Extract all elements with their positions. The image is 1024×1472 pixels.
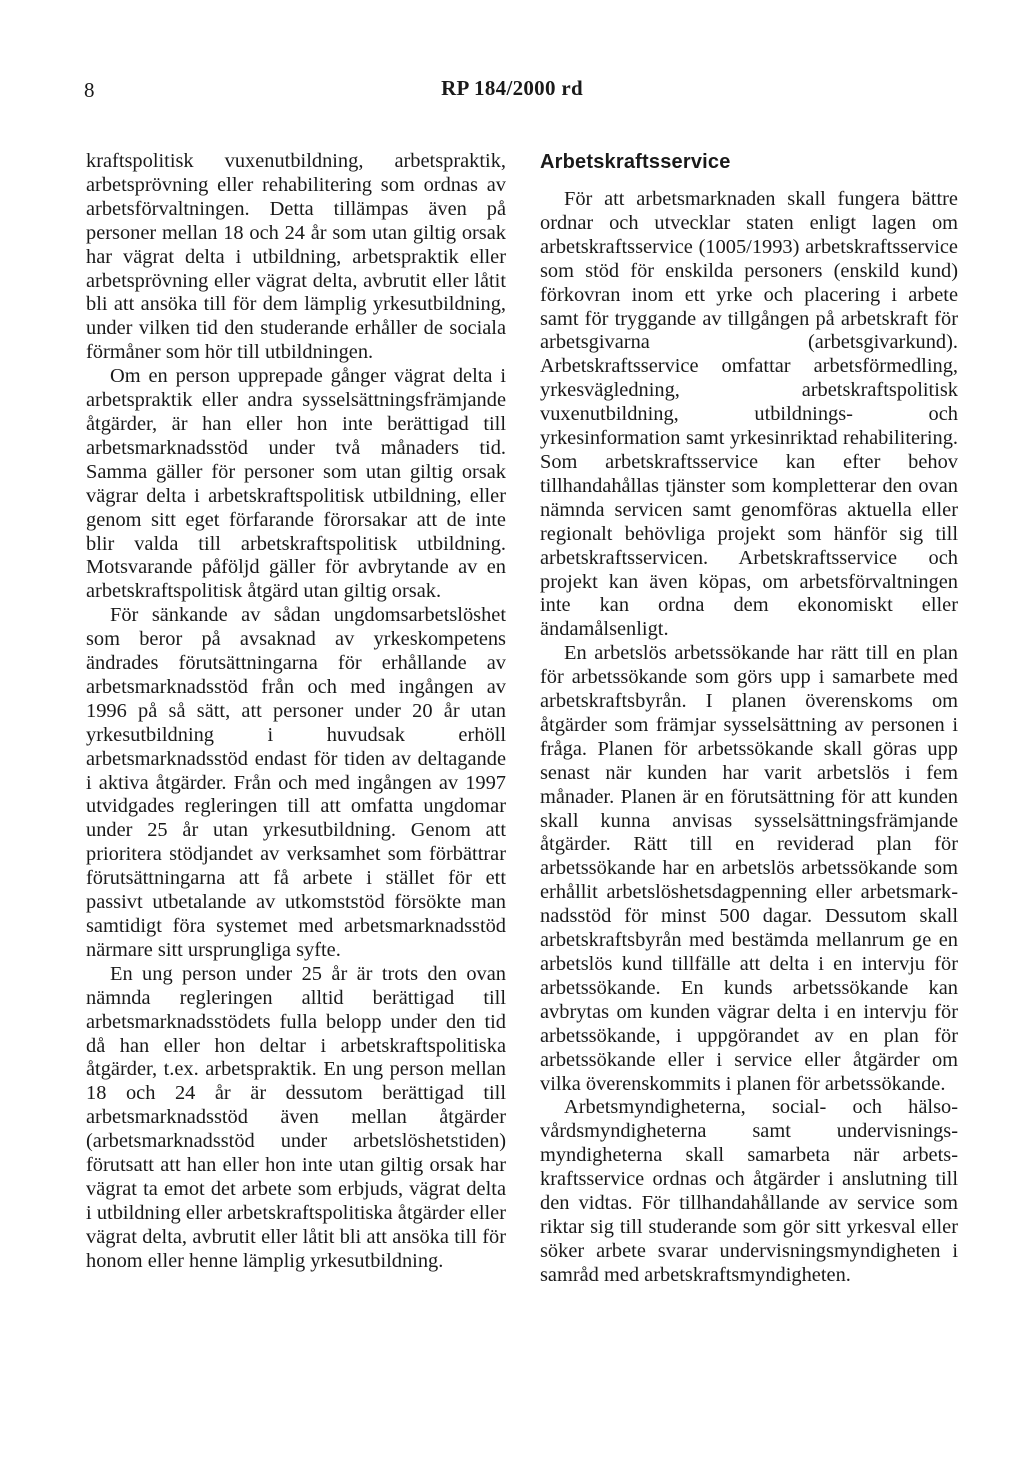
right-column <box>540 150 958 1288</box>
left-column <box>86 150 506 1274</box>
running-title: RP 184/2000 rd <box>441 76 583 100</box>
paragraph: En ung person under 25 år är trots den ovan nämnda regleringen alltid berättigad till arbetsmarknadsstödets fulla belopp under den tid då han eller hon deltar i arbetskraftspolitiska åtgärder, t.ex. arbetspraktik. En ung person mellan 18 och 24 år är dessutom berättigad till arbetsmarknadsstöd även mellan åtgärder (arbetsmarknadsstöd under arbetslöshetstiden) förutsatt att han eller hon inte utan giltig orsak har vägrat ta emot det arbete som erbjuds, vägrat delta i utbildning eller arbetskraftspolitiska åtgärder eller vägrat delta, avbrutit eller låtit bli att ansöka till för honom eller henne lämplig yrkesutbildning. <box>86 962 506 1272</box>
paragraph: Om en person upprepade gånger vägrat delta i arbetspraktik eller andra sysselsättningsfrämjande åtgärder, är han eller hon inte berättigad till arbetsmarknadsstöd under två månaders tid. Samma gäller för personer som utan giltig orsak vägrar delta i arbetskraftspolitisk utbildning, eller genom sitt eget förfarande förorsakar att de inte blir valda till arbetskraftspolitisk utbildning. Motsvarande påföljd gäller för avbrytande av en arbetskraftspolitisk åtgärd utan giltig orsak. <box>86 365 506 603</box>
paragraph: En arbetslös arbetssökande har rätt till en plan för arbetssökande som görs upp i samarbete med arbetskraftsbyrån. I planen överenskoms om åtgärder som främjar sysselsättning av personen i fråga. Planen för arbetssökande skall göras upp senast när kunden har varit arbetslös i fem månader. Planen är en förutsättning för att kunden skall kunna anvisas sysselsättningsfrämjande åtgärder. Rätt till en reviderad plan för arbetssökande har en arbetslös arbetssökande som erhållit arbetslöshetsdagpenning eller arbetsmarknadsstöd för minst 500 dagar. Dessutom skall arbetskraftsbyrån med bestämda mellanrum ge en arbetslös kund tillfälle att delta i en intervju för arbetssökande. En kunds arbetssökande kan avbrytas om kunden vägrar delta i en intervju för arbetssökande, i uppgörandet av en plan för arbetssökande eller i service eller åtgärder om vilka överenskommits i planen för arbetssökande. <box>540 642 958 1095</box>
paragraph: För att arbetsmarknaden skall fungera bättre ordnar och utvecklar staten enligt lagen om arbetskraftsservice (1005/1993) arbetskraftsservice som stöd för enskilda personers (enskild kund) förkovran inom ett yrke och placering i arbete samt för tryggande av tillgången på arbetskraft för arbetsgivarna (arbetsgivarkund). Arbetskraftsservice omfattar arbetsförmedling, yrkesvägledning, arbetskraftspolitisk vuxenutbildning, utbildnings- och yrkesinformation samt yrkesinriktad rehabilitering. Som arbetskraftsservice kan efter behov tillhandahållas tjänster som kompletterar den ovan nämnda servicen samt genomföras aktuella eller regionalt behövliga projekt som hänför sig till arbetskraftsservicen. Arbetskraftsservice och projekt kan även köpas, om arbetsförvaltningen inte kan ordna dem ekonomiskt eller ändamålsenligt. <box>540 188 958 641</box>
section-heading: Arbetskraftsservice <box>540 151 731 173</box>
paragraph: För sänkande av sådan ungdomsarbetslöshet som beror på avsaknad av yrkeskompetens ändrades förutsättningarna för erhållande av arbetsmarknadsstöd från och med ingången av 1996 på så sätt, att personer under 20 år utan yrkesutbildning i huvudsak erhöll arbetsmarknadsstöd endast för tiden av deltagande i aktiva åtgärder. Från och med ingången av 1997 utvidgades regleringen till att omfatta ungdomar under 25 år utan yrkesutbildning. Genom att prioritera stödjandet av verksamhet som förbättrar förutsättningarna att få arbete i stället för ett passivt utbetalande av utkomststöd försökte man samtidigt föra systemet med arbetsmarknadsstöd närmare sitt ursprungliga syfte. <box>86 604 506 961</box>
paragraph: kraftspolitisk vuxenutbildning, arbetspraktik, arbetsprövning eller rehabilitering som ordnas av arbetsförvaltningen. Detta tillämpas även på personer mellan 18 och 24 år som utan giltig orsak har vägrat delta i utbildning, arbetspraktik eller arbetsprövning eller vägrat delta, avbrutit eller låtit bli att ansöka till för dem lämplig yrkesutbildning, under vilken tid den studerande erhåller de sociala förmåner som hör till utbildningen. <box>86 150 506 364</box>
page-number: 8 <box>84 78 95 102</box>
paragraph: Arbetsmyndigheterna, social- och hälsovårdsmyndigheterna samt undervisningsmyndigheterna skall samarbeta när arbetskraftsservice ordnas och åtgärder i anslutning till den vidtas. För tillhandahållande av service som riktar sig till studerande som gör sitt yrkesval eller söker arbete svarar undervisningsmyndigheten i samråd med arbetskraftsmyndigheten. <box>540 1096 958 1286</box>
